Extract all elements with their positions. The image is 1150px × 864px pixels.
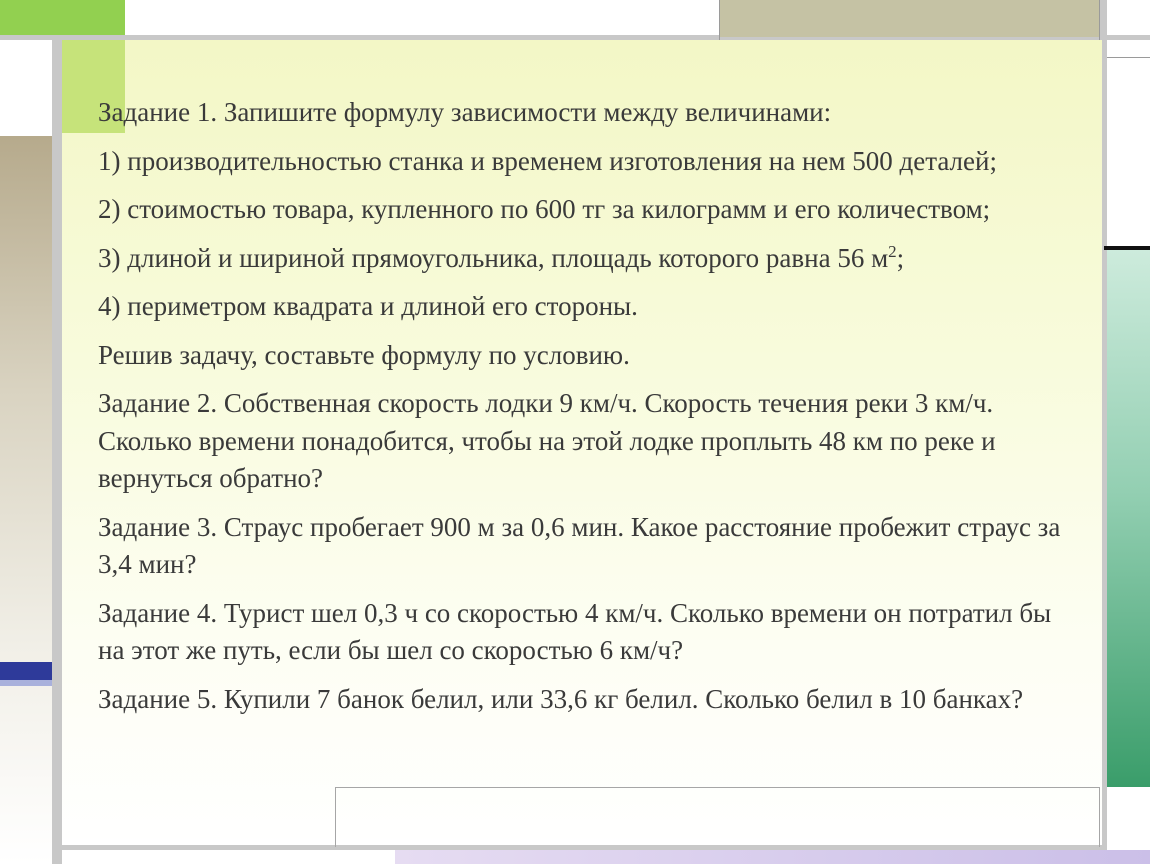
task1-heading: Задание 1. Запишите формулу зависимости между величинами: bbox=[98, 97, 832, 127]
task5: Задание 5. Купили 7 банок белил, или 33,6 кг белил. Сколько белил в 10 банках? bbox=[98, 683, 1024, 714]
left-lightblue-stripe bbox=[0, 680, 52, 686]
task1-item3-suffix: ; bbox=[896, 242, 905, 273]
task1-item4: 4) периметром квадрата и длиной его стороны. bbox=[98, 291, 638, 321]
right-teal-bar bbox=[1107, 250, 1150, 787]
left-tan-gradient-bar bbox=[0, 136, 52, 864]
top-left-green-block bbox=[0, 0, 125, 37]
task4: Задание 4. Турист шел 0,3 ч со скоростью 4 км/ч. Сколько времени он потратил бы на этот же путь, если бы шел со скоростью 6 км/ч? bbox=[98, 597, 1052, 665]
task-text bbox=[98, 94, 1083, 729]
task3: Задание 3. Страус пробегает 900 м за 0,6 мин. Какое расстояние пробежит страус за 3,4 мин? bbox=[98, 511, 1061, 579]
left-gray-bar bbox=[52, 40, 62, 864]
area-exponent: 2 bbox=[888, 241, 897, 261]
bottom-box-outline bbox=[335, 787, 1100, 847]
task1-item3 bbox=[98, 240, 1083, 278]
instruction-line: Решив задачу, составьте формулу по условию. bbox=[98, 339, 630, 370]
left-blue-stripe bbox=[0, 662, 52, 680]
right-thin-line bbox=[1107, 57, 1150, 58]
task2: Задание 2. Собственная скорость лодки 9 км/ч. Скорость течения реки 3 км/ч. Сколько времени понадобится, чтобы на этой лодке проплыть 48 км по реке и вернуться обратно? bbox=[98, 388, 996, 493]
task1-item3-text: 3) длиной и шириной прямоугольника, площадь которого равна 56 м bbox=[98, 242, 889, 273]
task1-item2: 2) стоимостью товара, купленного по 600 тг за килограмм и его количеством; bbox=[98, 194, 991, 224]
bottom-lavender-bar bbox=[395, 850, 1150, 864]
task1-item1: 1) производительностью станка и временем изготовления на нем 500 деталей; bbox=[98, 145, 997, 176]
